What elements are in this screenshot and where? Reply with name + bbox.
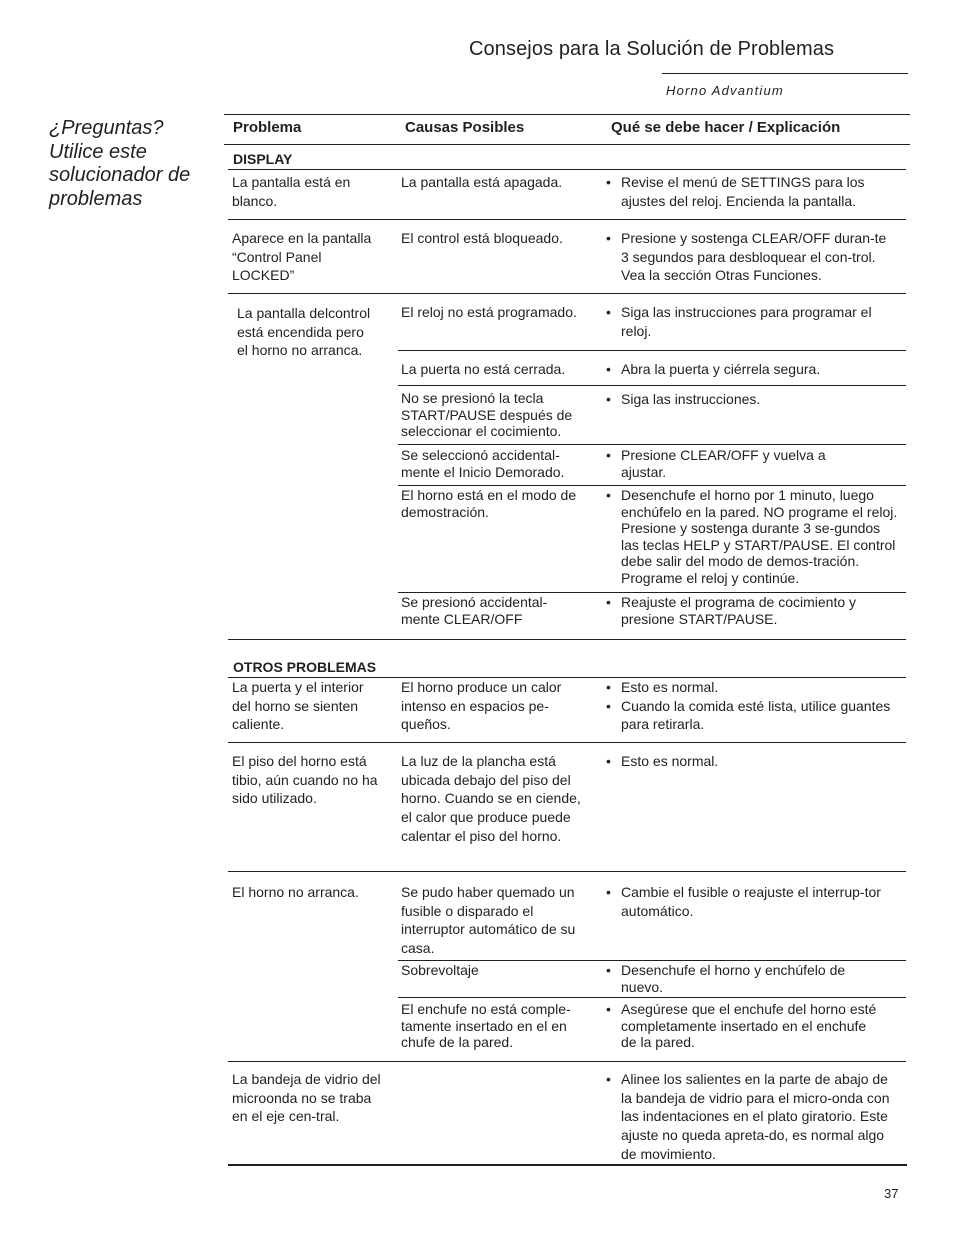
solution-item: • Cambie el fusible o reajuste el interrup-tor automático. bbox=[606, 883, 891, 920]
title-divider bbox=[662, 73, 908, 74]
cause-rule bbox=[398, 960, 906, 961]
cause-cell: La pantalla está apagada. bbox=[401, 174, 563, 190]
solution-cell bbox=[606, 962, 876, 995]
solution-item: • Presione CLEAR/OFF y vuelva a ajustar. bbox=[606, 447, 851, 480]
cause-rule bbox=[398, 997, 906, 998]
column-header-problem: Problema bbox=[233, 119, 302, 136]
cause-cell: El control está bloqueado. bbox=[401, 230, 563, 246]
cause-cell: Se seleccionó accidental-mente el Inicio Demorado. bbox=[401, 447, 565, 480]
cause-cell: La luz de la plancha está ubicada debajo del piso del horno. Cuando se en ciende, el calor que produce puede calentar el piso del horno. bbox=[401, 753, 581, 844]
solution-item: • Revise el menú de SETTINGS para los ajustes del reloj. Encienda la pantalla. bbox=[606, 173, 896, 210]
solution-item: • Reajuste el programa de cocimiento y presione START/PAUSE. bbox=[606, 594, 886, 627]
solution-item: • Siga las instrucciones para programar el reloj. bbox=[606, 303, 891, 340]
solution-cell bbox=[606, 678, 891, 734]
solution-item: • Esto es normal. bbox=[606, 752, 891, 771]
solution-cell bbox=[606, 594, 886, 627]
cause-rule bbox=[398, 485, 906, 486]
row-rule bbox=[228, 293, 906, 294]
solution-item: • Presione y sostenga CLEAR/OFF duran-te 3 segundos para desbloquear el con-trol. Vea la sección Otras Funciones. bbox=[606, 229, 898, 285]
cause-cell: No se presionó la tecla START/PAUSE después de seleccionar el cocimiento. bbox=[401, 390, 573, 439]
column-header-solution: Qué se debe hacer / Explicación bbox=[611, 119, 841, 136]
cause-rule bbox=[398, 444, 906, 445]
cause-cell: Se presionó accidental-mente CLEAR/OFF bbox=[401, 594, 548, 627]
table-header-rule bbox=[224, 144, 910, 145]
problem-cell: La puerta y el interior del horno se sienten caliente. bbox=[232, 679, 364, 733]
section-rule bbox=[228, 169, 906, 170]
solution-item: • Siga las instrucciones. bbox=[606, 390, 896, 409]
cause-cell: El horno produce un calor intenso en espacios pe-queños. bbox=[401, 679, 562, 733]
row-rule bbox=[228, 639, 906, 640]
section-heading-otros: OTROS PROBLEMAS bbox=[233, 659, 377, 675]
problem-cell: El horno no arranca. bbox=[232, 884, 359, 900]
solution-cell bbox=[606, 229, 898, 285]
cause-cell: El reloj no está programado. bbox=[401, 304, 577, 320]
side-heading: ¿Preguntas? Utilice este solucionador de problemas bbox=[49, 117, 191, 210]
solution-cell bbox=[606, 303, 891, 340]
cause-rule bbox=[398, 592, 906, 593]
solution-item: • Esto es normal. bbox=[606, 678, 891, 697]
cause-cell: El enchufe no está comple-tamente insertado en el en chufe de la pared. bbox=[401, 1001, 571, 1050]
column-header-causes: Causas Posibles bbox=[405, 119, 525, 136]
solution-item: • Asegúrese que el enchufe del horno esté completamente insertado en el enchufe de la pared. bbox=[606, 1001, 881, 1051]
solution-item: • Alinee los salientes en la parte de abajo de la bandeja de vidrio para el micro-onda con las indentaciones en el plato giratorio. Este ajuste no queda apreta-do, es normal algo de movimiento. bbox=[606, 1070, 898, 1164]
solution-cell bbox=[606, 752, 891, 771]
cause-rule bbox=[398, 350, 906, 351]
problem-cell: El piso del horno está tibio, aún cuando no ha sido utilizado. bbox=[232, 753, 378, 807]
problem-cell: La pantalla está en blanco. bbox=[232, 174, 351, 209]
solution-cell bbox=[606, 447, 851, 480]
problem-cell: Aparece en la pantalla “Control Panel LOCKED” bbox=[232, 230, 372, 284]
problem-cell: La bandeja de vidrio del microonda no se traba en el eje cen-tral. bbox=[232, 1071, 381, 1125]
solution-cell bbox=[606, 883, 891, 920]
page-subtitle: Horno Advantium bbox=[666, 83, 784, 98]
solution-item: • Abra la puerta y ciérrela segura. bbox=[606, 360, 896, 379]
solution-item: • Cuando la comida esté lista, utilice guantes para retirarla. bbox=[606, 697, 891, 734]
page-number: 37 bbox=[884, 1186, 899, 1201]
section-heading-display: DISPLAY bbox=[233, 151, 293, 167]
solution-cell bbox=[606, 360, 896, 379]
problem-cell: La pantalla delcontrol está encendida pero el horno no arranca. bbox=[237, 305, 371, 359]
solution-cell bbox=[606, 173, 896, 210]
row-rule bbox=[228, 1061, 906, 1062]
table-bottom-rule bbox=[228, 1164, 907, 1166]
cause-rule bbox=[398, 385, 906, 386]
solution-cell bbox=[606, 487, 898, 586]
cause-cell: El horno está en el modo de demostración. bbox=[401, 487, 577, 520]
page-title: Consejos para la Solución de Problemas bbox=[469, 38, 835, 60]
solution-item: • Desenchufe el horno por 1 minuto, luego enchúfelo en la pared. NO programe el reloj. Presione y sostenga durante 3 se-gundos las teclas HELP y START/PAUSE. El control debe salir del modo de demos-tración. Programe el reloj y continúe. bbox=[606, 487, 898, 586]
cause-cell: La puerta no está cerrada. bbox=[401, 361, 566, 377]
solution-item: • Desenchufe el horno y enchúfelo de nuevo. bbox=[606, 962, 876, 995]
row-rule bbox=[228, 219, 906, 220]
solution-cell bbox=[606, 390, 896, 409]
row-rule bbox=[228, 871, 906, 872]
table-top-rule bbox=[224, 114, 910, 115]
cause-cell: Sobrevoltaje bbox=[401, 962, 479, 978]
solution-cell bbox=[606, 1070, 898, 1164]
cause-cell: Se pudo haber quemado un fusible o disparado el interruptor automático de su casa. bbox=[401, 884, 576, 957]
row-rule bbox=[228, 742, 906, 743]
solution-cell bbox=[606, 1001, 881, 1051]
